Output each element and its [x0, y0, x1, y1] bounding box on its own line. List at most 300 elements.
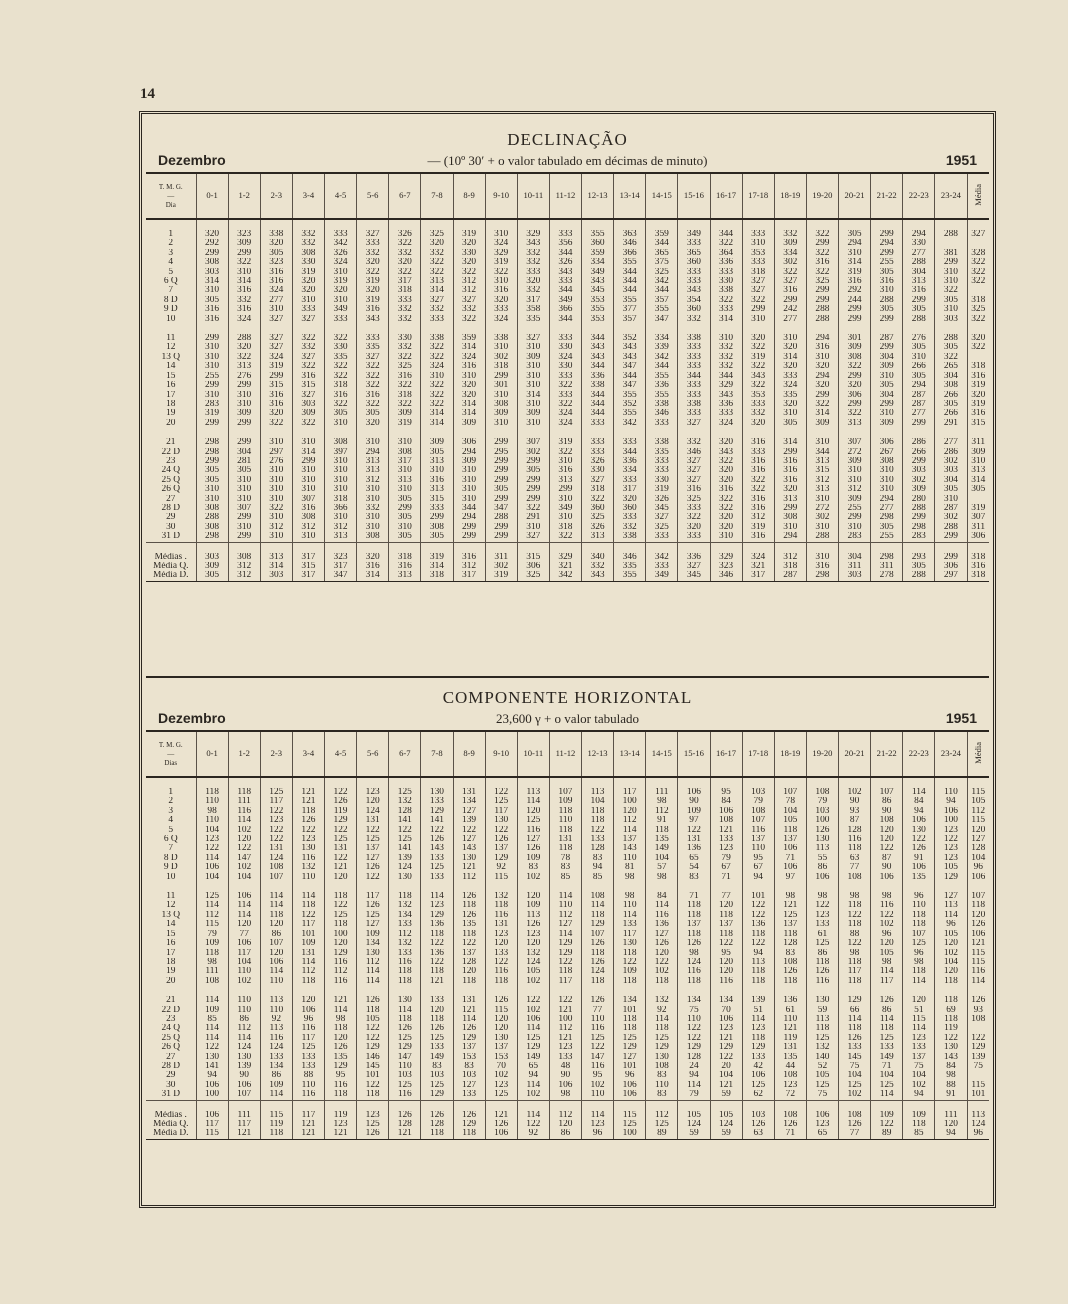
declinacao-value-cell: 317: [517, 296, 549, 305]
declinacao-value-cell: 314: [357, 571, 389, 581]
componente-spacer-cell: [710, 882, 742, 892]
componente-value-cell: 108: [742, 807, 774, 816]
componente-value-cell: 119: [774, 1034, 806, 1043]
componente-spacer-cell: [292, 882, 324, 892]
componente-value-cell: 118: [549, 967, 581, 976]
declinacao-value-cell: 306: [871, 438, 903, 447]
componente-value-cell: 114: [646, 901, 678, 910]
componente-value-cell: 126: [292, 816, 324, 825]
declinacao-value-cell: 310: [710, 532, 742, 542]
declinacao-spacer-cell: [806, 219, 838, 230]
declinacao-value-cell: 317: [742, 571, 774, 581]
declinacao-spacer-cell: [357, 542, 389, 553]
declinacao-value-cell: 325: [678, 495, 710, 504]
componente-value-cell: 112: [549, 1024, 581, 1033]
componente-spacer-cell: [582, 882, 614, 892]
declinacao-value-cell: 316: [742, 504, 774, 513]
declinacao-value-cell: 317: [292, 571, 324, 581]
componente-value-cell: 117: [292, 1034, 324, 1043]
declinacao-value-cell: 310: [453, 485, 485, 494]
componente-value-cell: 130: [806, 835, 838, 844]
componente-value-cell: 114: [582, 1111, 614, 1120]
componente-value-cell: 126: [325, 1043, 357, 1052]
componente-value-cell: 145: [357, 1062, 389, 1071]
componente-spacer-cell: [903, 882, 935, 892]
componente-value-cell: 133: [389, 920, 421, 929]
componente-value-cell: 106: [614, 1081, 646, 1090]
componente-value-cell: 94: [903, 807, 935, 816]
componente-value-cell: 136: [421, 949, 453, 958]
componente-value-cell: 118: [549, 826, 581, 835]
componente-value-cell: 120: [357, 797, 389, 806]
componente-value-cell: 123: [485, 930, 517, 939]
declinacao-value-cell: 335: [774, 391, 806, 400]
componente-value-cell: 107: [260, 873, 292, 882]
declinacao-value-cell: 323: [228, 230, 260, 239]
declinacao-value-cell: 310: [389, 485, 421, 494]
componente-value-cell: 65: [678, 854, 710, 863]
componente-table-row: [146, 1090, 989, 1100]
componente-spacer-cell: [710, 1100, 742, 1111]
componente-mean-cell: 115: [967, 816, 989, 825]
declinacao-spacer-cell: [517, 324, 549, 334]
declinacao-value-cell: 338: [646, 438, 678, 447]
componente-mean-cell: 129: [967, 1043, 989, 1052]
componente-value-cell: 129: [357, 1043, 389, 1052]
declinacao-value-cell: 322: [935, 353, 967, 362]
componente-hour-header: 5-6: [357, 731, 389, 777]
componente-table-row: [146, 1006, 989, 1015]
declinacao-value-cell: 312: [453, 286, 485, 295]
declinacao-value-cell: 310: [485, 230, 517, 239]
componente-value-cell: 118: [839, 977, 871, 986]
componente-table-row: [146, 854, 989, 863]
declinacao-spacer-cell: [710, 542, 742, 553]
declinacao-value-cell: 347: [614, 362, 646, 371]
componente-value-cell: 126: [485, 996, 517, 1005]
declinacao-value-cell: 330: [549, 343, 581, 352]
componente-value-cell: 108: [839, 873, 871, 882]
declinacao-value-cell: 309: [453, 419, 485, 428]
declinacao-value-cell: 287: [871, 334, 903, 343]
declinacao-value-cell: 320: [774, 362, 806, 371]
componente-spacer-cell: [325, 777, 357, 788]
componente-value-cell: 125: [871, 1034, 903, 1043]
declinacao-spacer-cell: [325, 542, 357, 553]
componente-value-cell: 149: [517, 1053, 549, 1062]
declinacao-value-cell: 310: [871, 286, 903, 295]
declinacao-value-cell: 318: [325, 381, 357, 390]
componente-value-cell: 85: [196, 1015, 228, 1024]
declinacao-value-cell: 312: [292, 523, 324, 532]
declinacao-mean-cell: 318: [967, 553, 989, 562]
componente-value-cell: 75: [839, 1062, 871, 1071]
componente-table-row: [146, 1024, 989, 1033]
componente-value-cell: 130: [357, 949, 389, 958]
declinacao-value-cell: 326: [549, 258, 581, 267]
componente-value-cell: 72: [774, 1090, 806, 1100]
componente-value-cell: 110: [678, 1015, 710, 1024]
declinacao-value-cell: 352: [614, 334, 646, 343]
declinacao-value-cell: 327: [742, 286, 774, 295]
componente-spacer-cell: [967, 1100, 989, 1111]
componente-value-cell: 113: [935, 901, 967, 910]
declinacao-value-cell: 335: [325, 353, 357, 362]
componente-value-cell: 106: [228, 1081, 260, 1090]
componente-value-cell: 121: [485, 1111, 517, 1120]
componente-value-cell: 133: [614, 920, 646, 929]
componente-value-cell: 105: [935, 930, 967, 939]
declinacao-value-cell: 347: [646, 315, 678, 324]
declinacao-value-cell: 315: [260, 381, 292, 390]
componente-value-cell: 86: [260, 1071, 292, 1080]
componente-value-cell: 113: [260, 996, 292, 1005]
declinacao-value-cell: 310: [710, 334, 742, 343]
declinacao-value-cell: 344: [614, 277, 646, 286]
componente-value-cell: 137: [774, 920, 806, 929]
declinacao-value-cell: 338: [710, 286, 742, 295]
componente-value-cell: 98: [614, 873, 646, 882]
componente-value-cell: 98: [839, 892, 871, 901]
componente-spacer-cell: [389, 986, 421, 996]
declinacao-value-cell: 299: [871, 400, 903, 409]
declinacao-value-cell: 344: [710, 230, 742, 239]
componente-spacer-cell: [485, 777, 517, 788]
componente-value-cell: 104: [646, 854, 678, 863]
componente-value-cell: 109: [549, 797, 581, 806]
componente-value-cell: 125: [357, 835, 389, 844]
declinacao-mean-cell: 306: [967, 532, 989, 542]
componente-table-row: [146, 1053, 989, 1062]
componente-day-cell: 9 D: [163, 863, 178, 873]
componente-value-cell: 126: [453, 1111, 485, 1120]
declinacao-value-cell: 305: [389, 532, 421, 542]
componente-value-cell: 112: [614, 816, 646, 825]
componente-value-cell: 114: [421, 892, 453, 901]
componente-value-cell: 131: [453, 788, 485, 797]
declinacao-value-cell: 315: [806, 466, 838, 475]
declinacao-spacer-cell: [806, 542, 838, 553]
declinacao-value-cell: 359: [646, 230, 678, 239]
componente-value-cell: 133: [421, 1043, 453, 1052]
declinacao-value-cell: 333: [678, 239, 710, 248]
componente-value-cell: 122: [421, 958, 453, 967]
componente-value-cell: 110: [260, 1006, 292, 1015]
declinacao-title: DECLINAÇÃO: [507, 130, 628, 149]
componente-value-cell: 106: [710, 1015, 742, 1024]
componente-value-cell: 114: [614, 911, 646, 920]
declinacao-hour-header: 17-18: [742, 173, 774, 219]
declinacao-value-cell: 314: [421, 286, 453, 295]
componente-value-cell: 132: [292, 863, 324, 872]
componente-value-cell: 139: [228, 1062, 260, 1071]
componente-value-cell: 87: [839, 816, 871, 825]
declinacao-value-cell: 311: [485, 553, 517, 562]
componente-mean-cell: 120: [967, 826, 989, 835]
declinacao-value-cell: 336: [710, 258, 742, 267]
componente-mean-cell: 128: [967, 844, 989, 853]
componente-spacer-cell: [453, 882, 485, 892]
declinacao-table-row: [146, 230, 989, 239]
componente-value-cell: 114: [549, 892, 581, 901]
componente-value-cell: 106: [678, 788, 710, 797]
declinacao-value-cell: 344: [646, 362, 678, 371]
declinacao-value-cell: 307: [839, 438, 871, 447]
declinacao-value-cell: 311: [871, 562, 903, 571]
declinacao-value-cell: 327: [678, 419, 710, 428]
declinacao-mean-cell: 315: [967, 419, 989, 428]
declinacao-value-cell: 315: [517, 553, 549, 562]
declinacao-value-cell: 381: [935, 249, 967, 258]
declinacao-value-cell: 305: [839, 230, 871, 239]
componente-day-cell: 7: [168, 844, 174, 854]
componente-value-cell: 97: [774, 873, 806, 882]
declinacao-value-cell: 305: [935, 485, 967, 494]
componente-value-cell: 126: [357, 1129, 389, 1139]
declinacao-spacer-cell: [839, 542, 871, 553]
declinacao-value-cell: 322: [421, 353, 453, 362]
componente-day-cell: 17: [166, 948, 176, 958]
componente-value-cell: 141: [196, 1062, 228, 1071]
componente-spacer-cell: [935, 986, 967, 996]
componente-value-cell: 126: [357, 863, 389, 872]
componente-value-cell: 126: [357, 996, 389, 1005]
declinacao-value-cell: 288: [485, 513, 517, 522]
componente-value-cell: 137: [742, 835, 774, 844]
componente-value-cell: 91: [646, 816, 678, 825]
declinacao-value-cell: 329: [710, 553, 742, 562]
componente-spacer-cell: [357, 1100, 389, 1111]
componente-mean-cell: 107: [967, 892, 989, 901]
componente-value-cell: 104: [774, 807, 806, 816]
componente-value-cell: 110: [582, 1015, 614, 1024]
declinacao-value-cell: 303: [196, 268, 228, 277]
declinacao-value-cell: 333: [582, 419, 614, 428]
declinacao-value-cell: 299: [485, 476, 517, 485]
componente-mean-cell: 75: [967, 1062, 989, 1071]
componente-value-cell: 126: [774, 967, 806, 976]
declinacao-value-cell: 320: [357, 553, 389, 562]
declinacao-value-cell: 325: [421, 230, 453, 239]
componente-value-cell: 118: [549, 807, 581, 816]
componente-value-cell: 118: [421, 967, 453, 976]
componente-value-cell: 114: [196, 901, 228, 910]
componente-spacer-cell: [710, 777, 742, 788]
declinacao-value-cell: 314: [839, 258, 871, 267]
declinacao-value-cell: 305: [871, 381, 903, 390]
componente-value-cell: 118: [806, 958, 838, 967]
declinacao-value-cell: 332: [710, 343, 742, 352]
componente-value-cell: 79: [678, 1090, 710, 1100]
declinacao-value-cell: 338: [646, 400, 678, 409]
componente-value-cell: 131: [260, 844, 292, 853]
declinacao-value-cell: 324: [742, 553, 774, 562]
componente-value-cell: 71: [678, 892, 710, 901]
declinacao-value-cell: 322: [325, 372, 357, 381]
declinacao-hour-header: 2-3: [260, 173, 292, 219]
componente-value-cell: 110: [228, 1006, 260, 1015]
declinacao-value-cell: 358: [517, 305, 549, 314]
componente-value-cell: 125: [774, 911, 806, 920]
declinacao-value-cell: 306: [935, 562, 967, 571]
componente-value-cell: 143: [614, 844, 646, 853]
componente-value-cell: 24: [678, 1062, 710, 1071]
componente-value-cell: 123: [421, 901, 453, 910]
declinacao-value-cell: 333: [357, 334, 389, 343]
componente-value-cell: 118: [935, 1015, 967, 1024]
componente-value-cell: 109: [196, 1006, 228, 1015]
componente-value-cell: 122: [646, 958, 678, 967]
componente-value-cell: 90: [228, 1071, 260, 1080]
componente-value-cell: 114: [389, 1006, 421, 1015]
declinacao-spacer-cell: [228, 542, 260, 553]
declinacao-value-cell: 342: [646, 277, 678, 286]
declinacao-tmg-label: —: [167, 191, 175, 200]
componente-value-cell: 108: [806, 788, 838, 797]
componente-value-cell: 131: [774, 1043, 806, 1052]
componente-value-cell: 117: [260, 797, 292, 806]
componente-value-cell: 133: [839, 1043, 871, 1052]
declinacao-value-cell: 327: [292, 391, 324, 400]
declinacao-value-cell: 343: [357, 315, 389, 324]
declinacao-value-cell: 316: [357, 305, 389, 314]
componente-value-cell: 121: [292, 1120, 324, 1129]
componente-value-cell: 117: [292, 920, 324, 929]
componente-value-cell: 122: [325, 826, 357, 835]
declinacao-value-cell: 316: [453, 362, 485, 371]
componente-value-cell: 121: [453, 863, 485, 872]
declinacao-value-cell: 327: [357, 353, 389, 362]
componente-group-spacer: [146, 777, 989, 788]
declinacao-spacer-cell: [903, 428, 935, 438]
declinacao-spacer-cell: [549, 542, 581, 553]
componente-value-cell: 118: [646, 1024, 678, 1033]
componente-value-cell: 83: [646, 1071, 678, 1080]
declinacao-value-cell: 297: [260, 448, 292, 457]
declinacao-value-cell: 342: [325, 239, 357, 248]
declinacao-value-cell: 310: [517, 523, 549, 532]
declinacao-value-cell: 306: [839, 391, 871, 400]
componente-value-cell: 130: [485, 1034, 517, 1043]
declinacao-value-cell: 304: [935, 476, 967, 485]
declinacao-table-row: [146, 409, 989, 418]
declinacao-table-row: [146, 513, 989, 522]
componente-value-cell: 118: [260, 911, 292, 920]
declinacao-value-cell: 294: [839, 239, 871, 248]
declinacao-hour-header: 1-2: [228, 173, 260, 219]
declinacao-value-cell: 319: [839, 268, 871, 277]
componente-hour-header: 17-18: [742, 731, 774, 777]
declinacao-value-cell: 322: [806, 400, 838, 409]
componente-value-cell: 118: [389, 977, 421, 986]
declinacao-value-cell: 299: [774, 448, 806, 457]
declinacao-value-cell: 325: [517, 571, 549, 581]
componente-value-cell: 20: [710, 1062, 742, 1071]
declinacao-value-cell: 333: [646, 419, 678, 428]
componente-value-cell: 122: [485, 958, 517, 967]
componente-value-cell: 120: [260, 949, 292, 958]
declinacao-value-cell: 319: [357, 277, 389, 286]
declinacao-value-cell: 316: [196, 305, 228, 314]
componente-value-cell: 100: [935, 816, 967, 825]
declinacao-value-cell: 315: [292, 381, 324, 390]
declinacao-value-cell: 308: [421, 523, 453, 532]
declinacao-spacer-cell: [903, 542, 935, 553]
page-number: 14: [140, 86, 155, 102]
componente-value-cell: 63: [742, 1129, 774, 1139]
declinacao-value-cell: 319: [742, 353, 774, 362]
declinacao-value-cell: 255: [196, 372, 228, 381]
componente-value-cell: 147: [582, 1053, 614, 1062]
componente-day-cell: 31 D: [161, 1090, 180, 1100]
componente-table-row: [146, 967, 989, 976]
declinacao-day-cell: 11: [166, 334, 176, 344]
declinacao-day-cell: 23: [166, 456, 176, 466]
componente-value-cell: 131: [357, 816, 389, 825]
declinacao-value-cell: 320: [196, 230, 228, 239]
declinacao-value-cell: 345: [646, 504, 678, 513]
componente-value-cell: 106: [614, 1090, 646, 1100]
declinacao-value-cell: 344: [710, 372, 742, 381]
componente-value-cell: 98: [325, 1015, 357, 1024]
componente-value-cell: 118: [839, 1024, 871, 1033]
declinacao-value-cell: 299: [517, 476, 549, 485]
componente-value-cell: 114: [517, 1081, 549, 1090]
declinacao-value-cell: 310: [325, 419, 357, 428]
declinacao-day-cell: 16: [166, 381, 176, 391]
declinacao-spacer-cell: [678, 324, 710, 334]
declinacao-value-cell: 347: [325, 571, 357, 581]
componente-value-cell: 133: [260, 1053, 292, 1062]
componente-table-row: [146, 826, 989, 835]
componente-value-cell: 118: [742, 930, 774, 939]
componente-value-cell: 106: [774, 844, 806, 853]
componente-value-cell: 110: [292, 873, 324, 882]
componente-value-cell: 121: [774, 901, 806, 910]
declinacao-value-cell: 332: [357, 504, 389, 513]
declinacao-value-cell: 316: [260, 400, 292, 409]
componente-value-cell: 135: [903, 873, 935, 882]
declinacao-table-row: [146, 249, 989, 258]
componente-table-row: [146, 977, 989, 986]
componente-value-cell: 118: [453, 901, 485, 910]
componente-mean-cell: 139: [967, 1053, 989, 1062]
declinacao-value-cell: 298: [196, 532, 228, 542]
declinacao-value-cell: 242: [774, 305, 806, 314]
declinacao-value-cell: 310: [228, 485, 260, 494]
declinacao-spacer-cell: [614, 542, 646, 553]
componente-value-cell: 125: [485, 797, 517, 806]
componente-value-cell: 106: [517, 1015, 549, 1024]
declinacao-value-cell: 310: [935, 305, 967, 314]
componente-spacer-cell: [228, 777, 260, 788]
declinacao-value-cell: 310: [839, 466, 871, 475]
declinacao-value-cell: 299: [228, 513, 260, 522]
declinacao-value-cell: 299: [485, 457, 517, 466]
componente-value-cell: 114: [517, 797, 549, 806]
declinacao-value-cell: 346: [614, 553, 646, 562]
declinacao-table-row: [146, 362, 989, 371]
componente-value-cell: 110: [549, 901, 581, 910]
declinacao-value-cell: 359: [453, 334, 485, 343]
declinacao-value-cell: 344: [806, 448, 838, 457]
declinacao-value-cell: 310: [228, 391, 260, 400]
componente-value-cell: 79: [806, 797, 838, 806]
declinacao-value-cell: 320: [742, 334, 774, 343]
componente-value-cell: 122: [871, 844, 903, 853]
componente-value-cell: 91: [935, 1090, 967, 1100]
declinacao-spacer-cell: [292, 428, 324, 438]
